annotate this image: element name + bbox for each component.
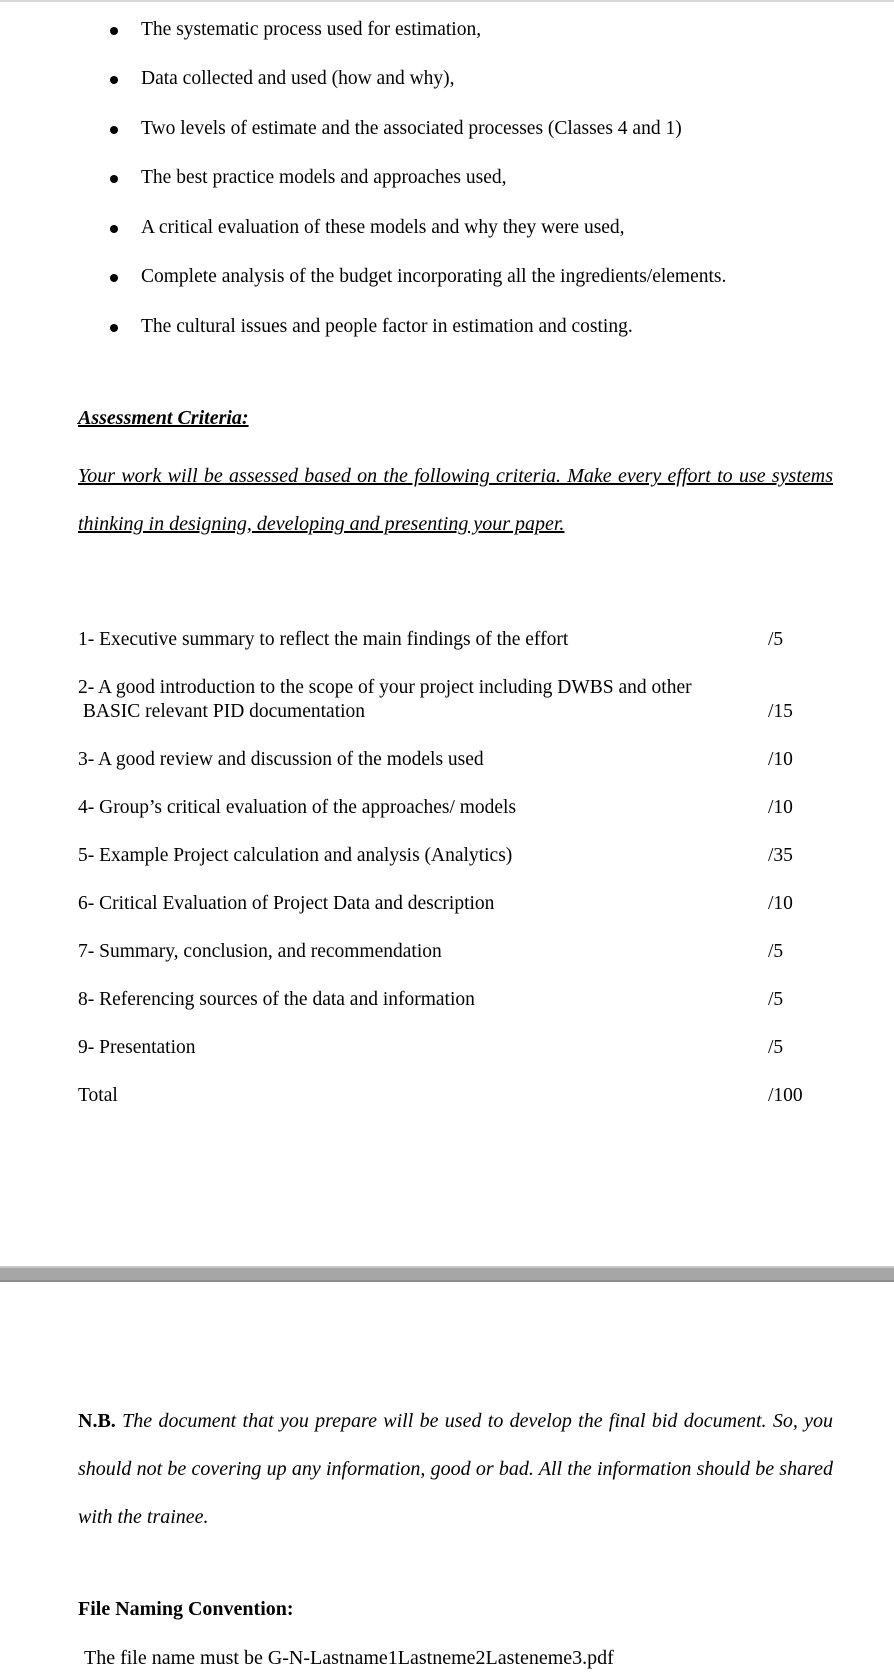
bullet-text: The best practice models and approaches used, <box>141 167 507 188</box>
file-naming-heading: File Naming Convention: <box>78 1598 294 1620</box>
criteria-score: /15 <box>768 701 793 722</box>
bullet-text: A critical evaluation of these models and why they were used, <box>141 217 625 238</box>
assessment-criteria-intro: Your work will be assessed based on the following criteria. Make every effort to use systems thinking in designing, developing and presenting your paper. <box>78 465 833 535</box>
bullet-dot-icon <box>110 126 118 134</box>
nb-text: The document that you prepare will be used to develop the final bid document. So, you should not be covering up any information, good or bad. All the information should be shared with the trainee. <box>78 1410 834 1528</box>
bullet-item <box>0 15 894 45</box>
bullet-dot-icon <box>110 225 118 233</box>
criteria-label: 5- Example Project calculation and analysis (Analytics) <box>78 845 513 866</box>
bullet-item <box>0 213 894 243</box>
criteria-label: 4- Group’s critical evaluation of the approaches/ models <box>78 797 517 818</box>
bullet-item <box>0 163 894 193</box>
criteria-score: /10 <box>768 797 793 818</box>
bullet-dot-icon <box>110 175 118 183</box>
nb-label: N.B. <box>78 1410 116 1432</box>
criteria-label: 1- Executive summary to reflect the main findings of the effort <box>78 629 569 650</box>
bullet-dot-icon <box>110 324 118 332</box>
bullet-dot-icon <box>110 274 118 282</box>
criteria-label: 8- Referencing sources of the data and information <box>78 989 475 1010</box>
bullet-dot-icon <box>110 27 118 35</box>
file-naming-text: The file name must be G-N-Lastname1Lastneme2Lasteneme3.pdf <box>84 1647 614 1669</box>
bullet-item <box>0 114 894 144</box>
assessment-criteria-heading: Assessment Criteria: <box>78 407 249 429</box>
bullet-text: Complete analysis of the budget incorporating all the ingredients/elements. <box>141 266 727 287</box>
page-break-separator <box>0 1266 894 1282</box>
criteria-label-line1: 2- A good introduction to the scope of your project including DWBS and other <box>78 677 692 698</box>
criteria-score: /5 <box>768 629 784 650</box>
bullet-text: Data collected and used (how and why), <box>141 68 455 89</box>
criteria-label-line2: BASIC relevant PID documentation <box>78 701 366 722</box>
bullet-text: Two levels of estimate and the associated processes (Classes 4 and 1) <box>141 118 682 139</box>
bullet-item <box>0 64 894 94</box>
bullet-item <box>0 312 894 342</box>
criteria-score: /5 <box>768 989 784 1010</box>
criteria-score: /5 <box>768 941 784 962</box>
bullet-item <box>0 262 894 292</box>
criteria-label: 9- Presentation <box>78 1037 196 1058</box>
bullet-dot-icon <box>110 76 118 84</box>
criteria-label: 7- Summary, conclusion, and recommendation <box>78 941 442 962</box>
nb-paragraph <box>78 1397 833 1541</box>
criteria-score: /35 <box>768 845 793 866</box>
criteria-total-score: /100 <box>768 1085 803 1106</box>
criteria-score: /10 <box>768 749 793 770</box>
bullet-text: The systematic process used for estimation, <box>141 19 482 40</box>
criteria-score: /5 <box>768 1037 784 1058</box>
criteria-score: /10 <box>768 893 793 914</box>
criteria-total-label: Total <box>78 1085 118 1106</box>
criteria-label: 6- Critical Evaluation of Project Data and description <box>78 893 495 914</box>
criteria-label: 3- A good review and discussion of the models used <box>78 749 484 770</box>
bullet-text: The cultural issues and people factor in estimation and costing. <box>141 316 633 337</box>
